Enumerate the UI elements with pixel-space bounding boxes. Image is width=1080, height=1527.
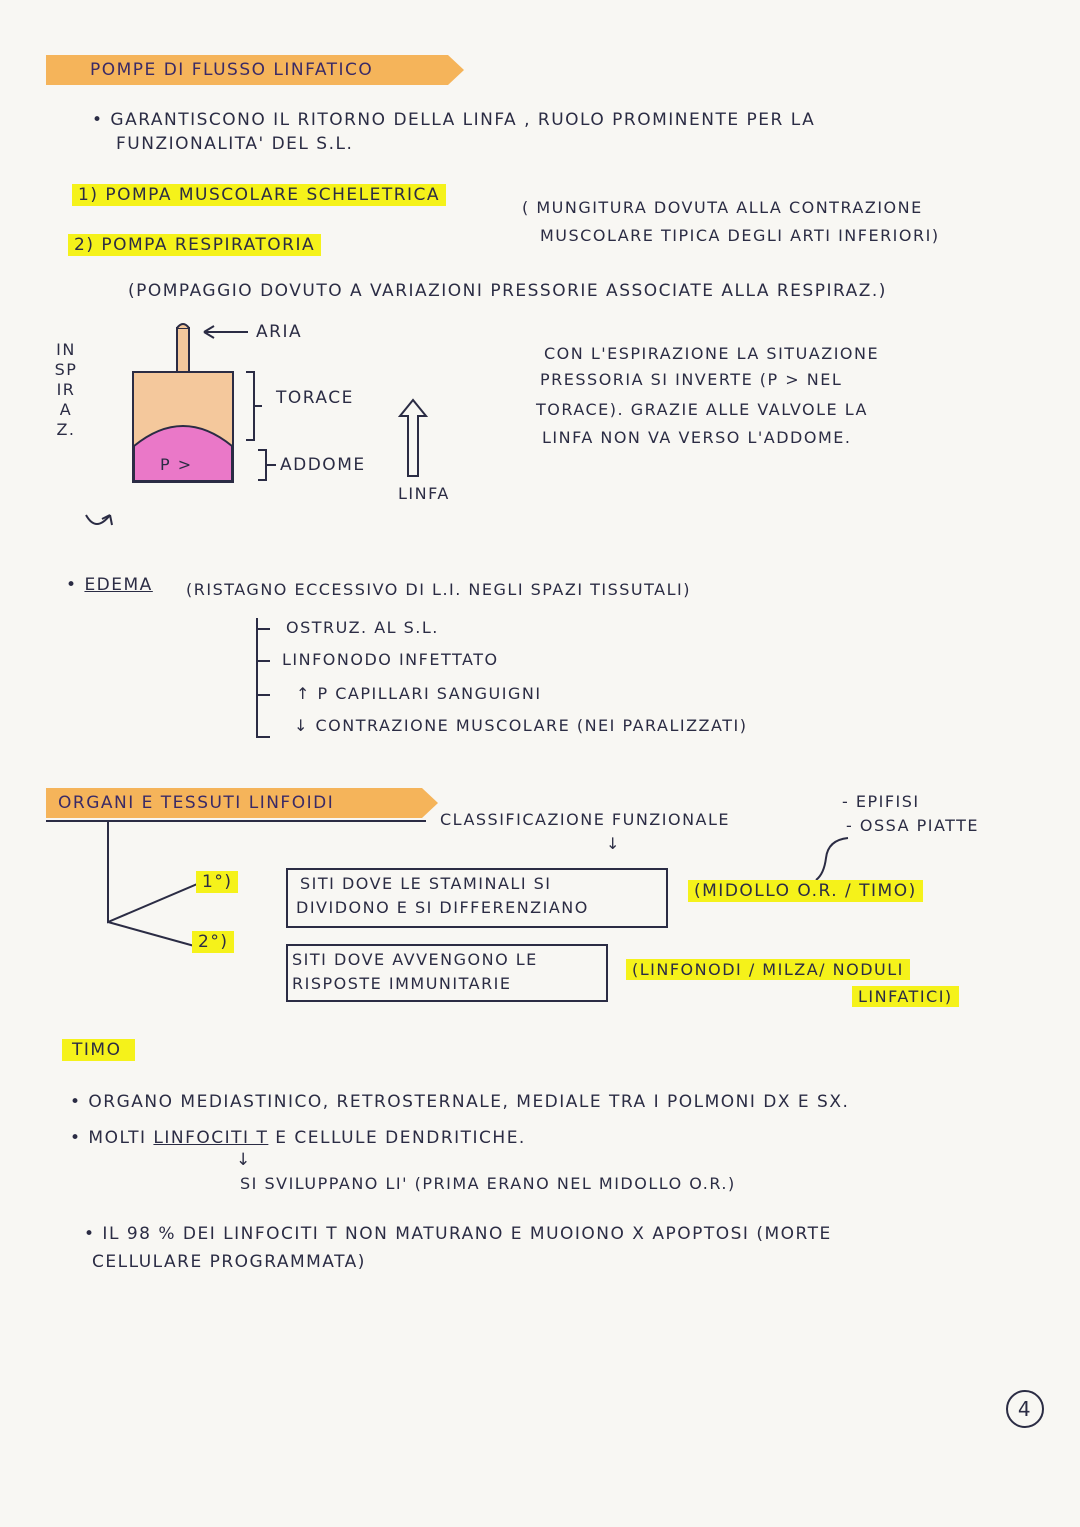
organi-heading: ORGANI E TESSUTI LINFOIDI [58, 793, 335, 813]
linfa-label: LINFA [398, 484, 450, 503]
pressure-label: P > [160, 455, 193, 474]
page-number [1006, 1390, 1044, 1428]
torace-label: TORACE [276, 388, 354, 408]
timo-bullet-3-line2: CELLULARE PROGRAMMATA) [92, 1252, 366, 1272]
bullet-garantiscono-line2: FUNZIONALITA' DEL S.L. [116, 134, 354, 154]
torace-brace-icon [242, 370, 266, 442]
primary-examples [688, 881, 923, 901]
timo-bullet-3-line1: • IL 98 % DEI LINFOCITI T NON MATURANO E MUOIONO X APOPTOSI (MORTE [84, 1224, 832, 1244]
timo-bullet-2-post: E CELLULE DENDRITICHE. [275, 1128, 526, 1148]
secondary-examples-line2 [852, 987, 959, 1006]
secondary-examples-line1 [626, 960, 910, 979]
edema-cause-1: OSTRUZ. AL S.L. [286, 618, 439, 637]
expiration-text-line3: TORACE). GRAZIE ALLE VALVOLE LA [536, 400, 868, 419]
addome-label: ADDOME [280, 455, 366, 475]
epifisi-label: - EPIFISI [842, 792, 920, 811]
edema-cause-4: ↓ CONTRAZIONE MUSCOLARE (NEI PARALIZZATI) [294, 716, 748, 735]
classification-label: CLASSIFICAZIONE FUNZIONALE [440, 810, 730, 829]
edema-bullet: • EDEMA [66, 575, 153, 595]
timo-bullet-2-note: SI SVILUPPANO LI' (PRIMA ERANO NEL MIDOLLO O.R.) [240, 1174, 736, 1193]
pump2-label [68, 235, 321, 255]
linfa-up-arrow-icon [396, 398, 430, 480]
timo-bullet-1: • ORGANO MEDIASTINICO, RETROSTERNALE, MEDIALE TRA I POLMONI DX E SX. [70, 1092, 850, 1112]
addome-brace-icon [254, 448, 278, 482]
edema-bracket-vertical [256, 618, 258, 738]
edema-bracket-tick-2 [256, 660, 270, 662]
expiration-text-line4: LINFA NON VA VERSO L'ADDOME. [542, 428, 852, 447]
edema-bracket-tick-3 [256, 694, 270, 696]
edema-cause-3: ↑ P CAPILLARI SANGUIGNI [296, 684, 542, 703]
page-number-text: 4 [1017, 1397, 1033, 1421]
edema-bracket-tick-1 [256, 628, 270, 630]
expiration-text-line2: PRESSORIA SI INVERTE (P > NEL [540, 370, 843, 389]
inspiraz-text: INSPIRAZ. [54, 340, 78, 439]
primary-box-line1: SITI DOVE LE STAMINALI SI [300, 874, 552, 893]
timo-heading-text: TIMO [62, 1039, 135, 1061]
secondary-label-text: 2°) [192, 931, 234, 953]
curved-arrow-icon [82, 505, 116, 533]
secondary-examples-text1: (LINFONODI / MILZA/ NODULI [626, 959, 910, 980]
primary-label-text: 1°) [196, 871, 238, 893]
secondary-box-line2: RISPOSTE IMMUNITARIE [292, 974, 512, 993]
timo-bullet-2-pre: • MOLTI [70, 1128, 147, 1148]
timo-bullet-2-arrow: ↓ [236, 1150, 252, 1170]
pump2-note: (POMPAGGIO DOVUTO A VARIAZIONI PRESSORIE ASSOCIATE ALLA RESPIRAZ.) [128, 281, 887, 301]
timo-bullet-2 [70, 1128, 526, 1148]
primary-box-line2: DIVIDONO E SI DIFFERENZIANO [296, 898, 589, 917]
pump1-label [72, 185, 446, 205]
edema-cause-2: LINFONODO INFETTATO [282, 650, 499, 669]
ossa-piatte-label: - OSSA PIATTE [846, 816, 980, 835]
timo-bullet-2-underlined: LINFOCITI T [153, 1128, 269, 1148]
secondary-box-line1: SITI DOVE AVVENGONO LE [292, 950, 538, 969]
secondary-label [192, 932, 234, 952]
section-heading-pompe: POMPE DI FLUSSO LINFATICO [90, 60, 374, 80]
inspiraz-vertical-label [54, 340, 78, 440]
classification-arrow: ↓ [606, 834, 621, 853]
secondary-examples-text2: LINFATICI) [852, 986, 959, 1007]
aria-label: ARIA [256, 322, 303, 342]
edema-title: EDEMA [84, 575, 153, 595]
primary-examples-text: (MIDOLLO O.R. / TIMO) [688, 880, 923, 902]
primary-label [196, 872, 238, 892]
pump1-note-line2: MUSCOLARE TIPICA DEGLI ARTI INFERIORI) [540, 226, 940, 245]
pump2-text: 2) POMPA RESPIRATORIA [68, 234, 321, 256]
bullet-garantiscono-line1: • GARANTISCONO IL RITORNO DELLA LINFA , RUOLO PROMINENTE PER LA [92, 110, 816, 130]
edema-definition: (RISTAGNO ECCESSIVO DI L.I. NEGLI SPAZI TISSUTALI) [186, 580, 691, 599]
ossa-connector-icon [812, 834, 852, 884]
aria-arrow-icon [200, 322, 250, 342]
edema-bracket-tick-4 [256, 736, 270, 738]
pump1-text: 1) POMPA MUSCOLARE SCHELETRICA [72, 184, 446, 206]
expiration-text-line1: CON L'ESPIRAZIONE LA SITUAZIONE [544, 344, 880, 363]
pump1-note-line1: ( MUNGITURA DOVUTA ALLA CONTRAZIONE [522, 198, 923, 217]
timo-heading [62, 1040, 135, 1060]
